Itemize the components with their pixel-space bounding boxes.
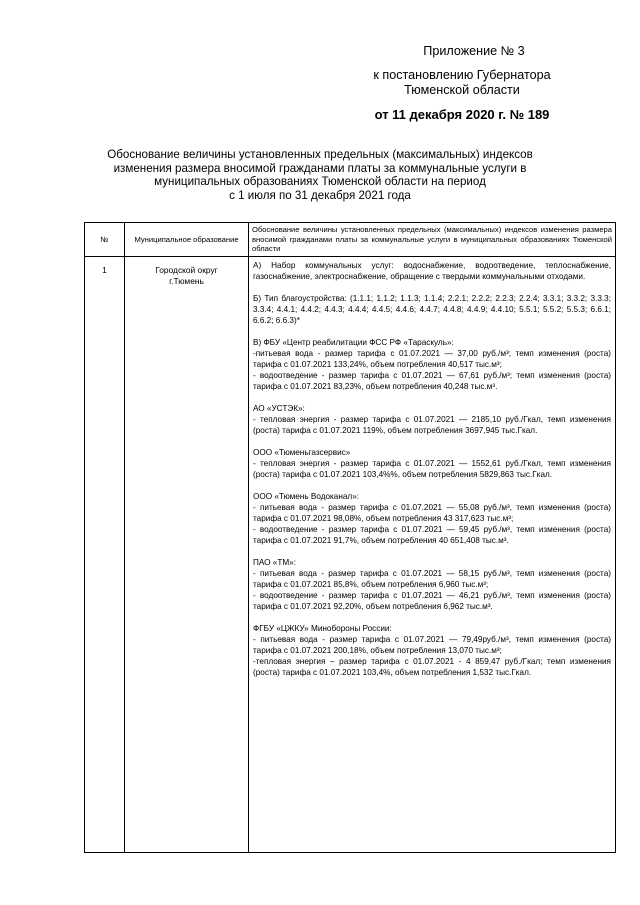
justification-paragraph: - водоотведение - размер тарифа с 01.07.2021 — 46,21 руб./м³, темп изменения (роста) тарифа с 01.07.2021 92,20%, объем потребления 6,962 тыс.м³.: [253, 590, 611, 611]
paragraph-spacer: [253, 326, 611, 337]
justification-table: [84, 222, 616, 853]
paragraph-spacer: [253, 436, 611, 447]
row-number: 1: [85, 256, 125, 852]
resolution-reference-line1: к постановлению Губернатора: [373, 68, 551, 82]
justification-paragraph: -тепловая энергия – размер тарифа с 01.07.2021 - 4 859,47 руб./Гкал; темп изменения (роста) тарифа с 01.07.2021 103,4%, объем потребления 1,532 тыс.Гкал.: [253, 656, 611, 677]
justification-paragraph: ООО «Тюмень Водоканал»:: [253, 491, 360, 501]
justification-paragraph: ООО «Тюменьгазсервис»: [253, 447, 351, 457]
justification-paragraph: - питьевая вода - размер тарифа с 01.07.2021 — 79,49руб./м³, темп изменения (роста) тарифа с 01.07.2021 200,18%, объем потребления 13,070 тыс.м³;: [253, 634, 611, 655]
justification-paragraph: В) ФБУ «Центр реабилитации ФСС РФ «Тараскуль»:: [253, 337, 454, 347]
title-line-2: изменения размера вносимой гражданами платы за коммунальные услуги в: [113, 161, 527, 175]
justification-paragraph: - водоотведение - размер тарифа с 01.07.2021 — 67,61 руб./м³; темп изменения (роста) тарифа с 01.07.2021 83,23%, объем потребления 40,248 тыс.м³.: [253, 370, 611, 391]
municipality-line-1: Городской округ: [155, 264, 218, 275]
table-header-row: [85, 223, 616, 257]
title-line-3: муниципальных образованиях Тюменской области на период: [154, 175, 486, 188]
justification-paragraph: - питьевая вода - размер тарифа с 01.07.2021 — 55,08 руб./м³, темп изменения (роста) тарифа с 01.07.2021 98,08%, объем потребления 43 317,623 тыс.м³;: [253, 502, 611, 523]
justification-paragraph: -питьевая вода - размер тарифа с 01.07.2021 — 37,00 руб./м³; темп изменения (роста) тарифа с 01.07.2021 133,24%, объем потребления 40,517 тыс.м³;: [253, 348, 611, 369]
justification-paragraph: - тепловая энергия - размер тарифа с 01.07.2021 — 2185,10 руб./Гкал, темп изменения (роста) тарифа с 01.07.2021 119%, объем потребления 3697,945 тыс.Гкал.: [253, 414, 611, 435]
resolution-reference-line2: Тюменской области: [404, 83, 520, 97]
table-row: [85, 256, 616, 852]
justification-paragraph: АО «УСТЭК»:: [253, 403, 305, 413]
paragraph-spacer: [253, 612, 611, 623]
justification-paragraph: А) Набор коммунальных услуг: водоснабжение, водоотведение, теплоснабжение, газоснабжение, электроснабжение, обращение с твердыми коммунальными отходами.: [253, 260, 611, 281]
paragraph-spacer: [253, 480, 611, 491]
row-municipality: [125, 256, 249, 852]
justification-paragraph: - тепловая энергия - размер тарифа с 01.07.2021 — 1552,61 руб./Гкал, темп изменения (роста) тарифа с 01.07.2021 103,4%%, объем потребления 5829,863 тыс.Гкал.: [253, 458, 611, 479]
header-justification: Обоснование величины установленных предельных (максимальных) индексов изменения размера вносимой гражданами платы за коммунальные услуги в муниципальных образованиях Тюменской области: [249, 223, 616, 257]
appendix-number: Приложение № 3: [423, 44, 525, 58]
justification-paragraph: - водоотведение - размер тарифа с 01.07.2021 — 59,45 руб./м³, темп изменения (роста) тарифа с 01.07.2021 91,7%, объем потребления 40 651,408 тыс.м³.: [253, 524, 611, 545]
title-line-4: с 1 июля по 31 декабря 2021 года: [229, 188, 411, 202]
justification-paragraph: ФГБУ «ЦЖКУ» Минобороны России:: [253, 623, 392, 633]
paragraph-spacer: [253, 392, 611, 403]
header-municipality: Муниципальное образование: [125, 223, 249, 257]
resolution-reference: [332, 68, 592, 98]
justification-paragraph: Б) Тип благоустройства: (1.1.1; 1.1.2; 1.1.3; 1.1.4; 2.2.1; 2.2.2; 2.2.3; 2.2.4; 3.3.1; 3.3.2; 3.3.3; 3.3.4; 4.4.1; 4.4.2; 4.4.3; 4.4.4; 4.4.5; 4.4.6; 4.4.7; 4.4.8; 4.4.9; 4.4.10; 5.5.1; 5.5.2; 5.5.3; 6.6.1; 6.6.2; 6.6.3)*: [253, 293, 611, 325]
row-justification: [249, 256, 616, 852]
header-num: №: [85, 223, 125, 257]
justification-paragraph: - питьевая вода - размер тарифа с 01.07.2021 — 58,15 руб./м³, темп изменения (роста) тарифа с 01.07.2021 85,8%, объем потребления 6,960 тыс.м³;: [253, 568, 611, 589]
document-title: [90, 148, 550, 202]
justification-paragraph: ПАО «ТМ»:: [253, 557, 297, 567]
title-line-1: Обоснование величины установленных предельных (максимальных) индексов: [107, 148, 533, 161]
resolution-date: от 11 декабря 2020 г. № 189: [374, 107, 550, 122]
paragraph-spacer: [253, 282, 611, 293]
paragraph-spacer: [253, 546, 611, 557]
municipality-line-2: г.Тюмень: [169, 275, 204, 286]
